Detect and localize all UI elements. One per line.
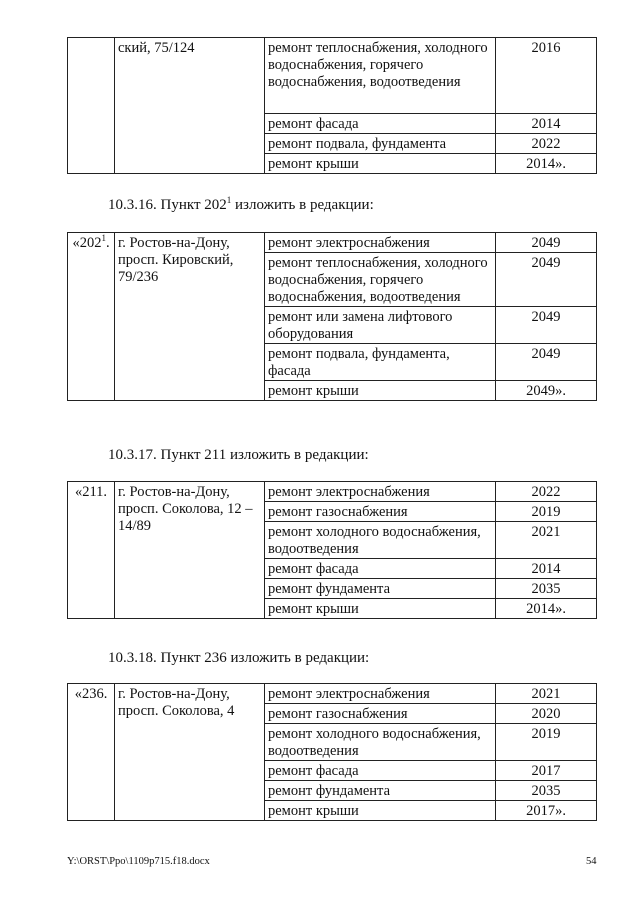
address-cell: г. Ростов-на-Дону, просп. Соколова, 4 <box>115 684 265 821</box>
table-row <box>68 684 597 704</box>
item-number-cell <box>68 38 115 174</box>
table-continuation <box>67 37 597 174</box>
work-cell: ремонт крыши <box>265 801 496 821</box>
year-cell: 2017». <box>496 801 597 821</box>
paragraph-10-3-17: 10.3.17. Пункт 211 изложить в редакции: <box>108 447 369 463</box>
work-cell: ремонт фасада <box>265 114 496 134</box>
work-cell: ремонт подвала, фундамента, фасада <box>265 344 496 381</box>
work-cell: ремонт крыши <box>265 154 496 174</box>
work-cell: ремонт теплоснабжения, холодного водоснабжения, горячего водоснабжения, водоотведения <box>265 253 496 307</box>
table-item-236 <box>67 683 597 821</box>
work-cell: ремонт холодного водоснабжения, водоотведения <box>265 522 496 559</box>
work-cell: ремонт фундамента <box>265 781 496 801</box>
year-cell: 2035 <box>496 781 597 801</box>
table-row <box>68 233 597 253</box>
work-cell: ремонт фасада <box>265 559 496 579</box>
paragraph-text: 10.3.16. Пункт 202 <box>108 197 227 213</box>
year-cell: 2019 <box>496 724 597 761</box>
year-cell: 2014 <box>496 559 597 579</box>
address-cell: г. Ростов-на-Дону, просп. Соколова, 12 – 14/89 <box>115 482 265 619</box>
year-cell: 2035 <box>496 579 597 599</box>
year-cell: 2049». <box>496 381 597 401</box>
work-cell: ремонт электроснабжения <box>265 233 496 253</box>
paragraph-10-3-16 <box>108 196 374 214</box>
item-number-cell: «236. <box>68 684 115 821</box>
footer-file-path: Y:\ORST\Ppo\1109p715.f18.docx <box>67 856 210 867</box>
year-cell: 2014». <box>496 599 597 619</box>
work-cell: ремонт подвала, фундамента <box>265 134 496 154</box>
work-cell: ремонт холодного водоснабжения, водоотведения <box>265 724 496 761</box>
year-cell: 2021 <box>496 684 597 704</box>
year-cell: 2019 <box>496 502 597 522</box>
year-cell: 2022 <box>496 134 597 154</box>
work-cell: ремонт газоснабжения <box>265 704 496 724</box>
address-cell: г. Ростов-на-Дону, просп. Кировский, 79/236 <box>115 233 265 401</box>
table-row <box>68 482 597 502</box>
table-item-211 <box>67 481 597 619</box>
year-cell: 2049 <box>496 233 597 253</box>
work-cell: ремонт крыши <box>265 599 496 619</box>
year-cell: 2014». <box>496 154 597 174</box>
paragraph-10-3-18: 10.3.18. Пункт 236 изложить в редакции: <box>108 650 370 666</box>
work-cell: ремонт электроснабжения <box>265 482 496 502</box>
work-cell: ремонт фундамента <box>265 579 496 599</box>
table-row <box>68 38 597 114</box>
item-number-suffix: . <box>105 235 110 251</box>
work-cell: ремонт или замена лифтового оборудования <box>265 307 496 344</box>
year-cell: 2049 <box>496 253 597 307</box>
year-cell: 2017 <box>496 761 597 781</box>
item-number-cell <box>68 233 115 401</box>
work-cell: ремонт фасада <box>265 761 496 781</box>
year-cell: 2022 <box>496 482 597 502</box>
year-cell: 2020 <box>496 704 597 724</box>
work-cell: ремонт теплоснабжения, холодного водоснабжения, горячего водоснабжения, водоотведения <box>265 38 496 114</box>
address-cell: ский, 75/124 <box>115 38 265 174</box>
paragraph-text: изложить в редакции: <box>231 197 374 213</box>
work-cell: ремонт электроснабжения <box>265 684 496 704</box>
item-number: «202 <box>72 235 102 251</box>
work-cell: ремонт крыши <box>265 381 496 401</box>
item-number-cell: «211. <box>68 482 115 619</box>
superscript: 1 <box>226 195 232 205</box>
table-item-202-1 <box>67 232 597 401</box>
year-cell: 2021 <box>496 522 597 559</box>
year-cell: 2049 <box>496 307 597 344</box>
footer-page-number: 54 <box>586 856 597 867</box>
year-cell: 2049 <box>496 344 597 381</box>
superscript: 1 <box>101 233 106 244</box>
year-cell: 2016 <box>496 38 597 114</box>
year-cell: 2014 <box>496 114 597 134</box>
work-cell: ремонт газоснабжения <box>265 502 496 522</box>
